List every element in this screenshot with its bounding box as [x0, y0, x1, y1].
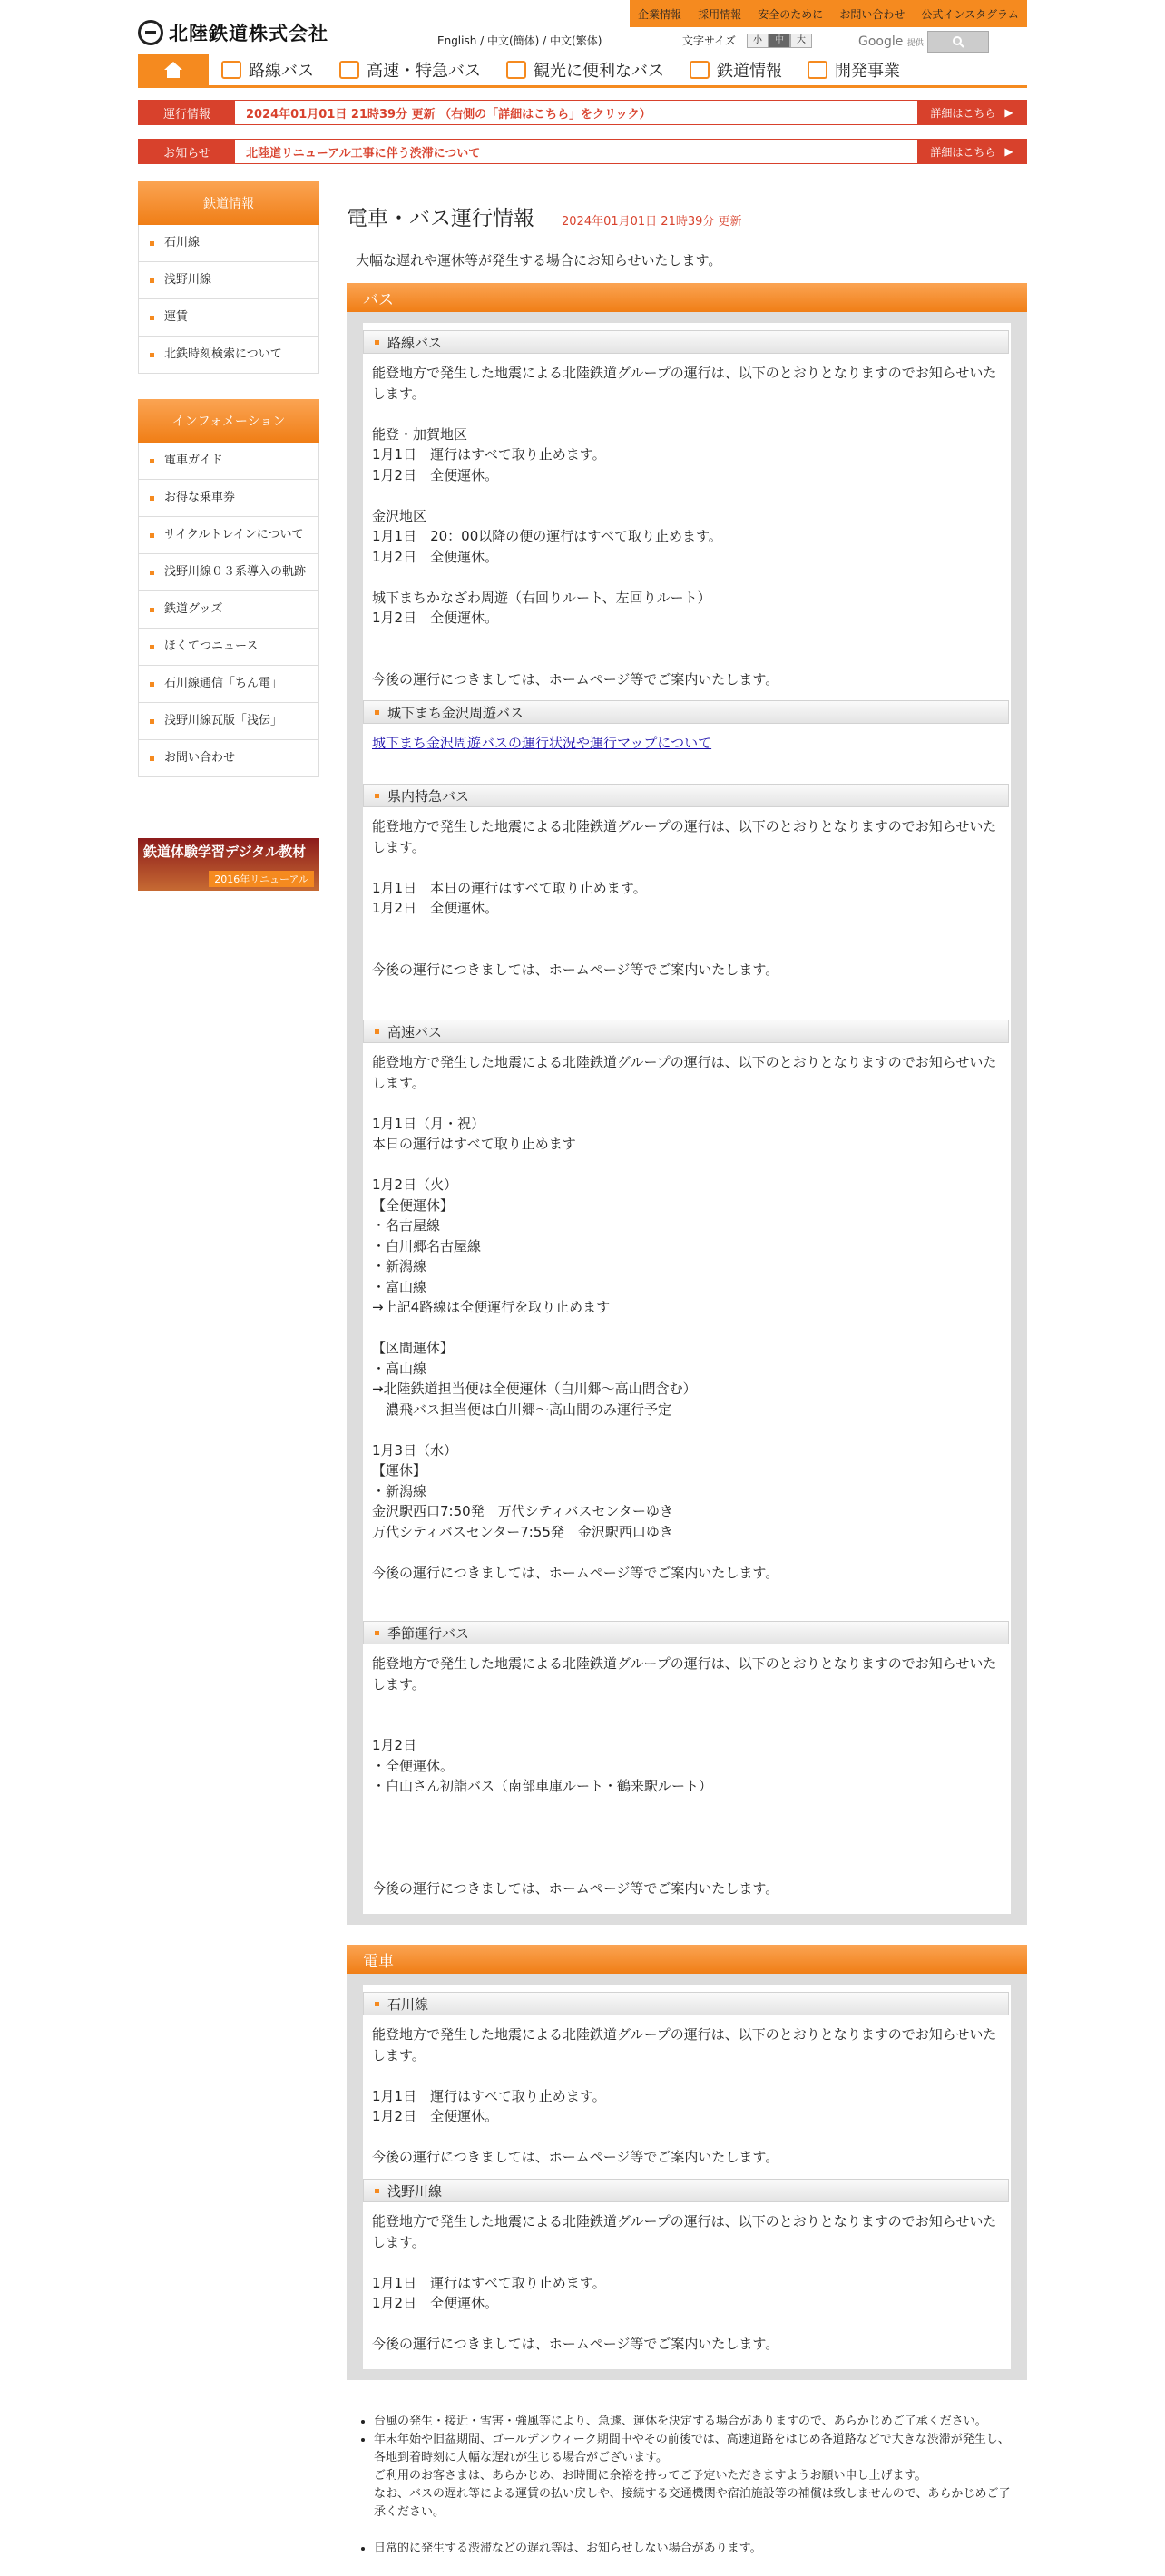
section-text: 能登地方で発生した地震による北陸鉄道グループの運行は、以下のとおりとなりますのでお知らせいたします。 1月1日 本日の運行はすべて取り止めます。 1月2日 全便運休。 今後の運行につきましては、ホームページ等でご案内いたします。	[372, 818, 997, 978]
banner-title: 鉄道体験学習デジタル教材	[143, 844, 307, 860]
search-input[interactable]: Google 提供	[858, 34, 924, 49]
nav-development[interactable]: 開発事業	[808, 58, 900, 82]
sidebar-railway-heading: 鉄道情報	[138, 181, 319, 225]
arrow-right-icon: ▶	[1004, 145, 1013, 158]
section-heading: 県内特急バス	[363, 784, 1009, 807]
train-panel-heading: 電車	[347, 1945, 1027, 1974]
arrow-right-icon: ▶	[1004, 106, 1013, 119]
section-seasonal-bus	[363, 1621, 1009, 1898]
section-heading: 季節運行バス	[363, 1621, 1009, 1644]
sidebar-item-ishikawa[interactable]: 石川線	[138, 225, 319, 262]
nav-route-bus[interactable]: 路線バス	[221, 58, 314, 82]
notes	[356, 2413, 1018, 2558]
sidebar-item-asanogawa[interactable]: 浅野川線	[138, 262, 319, 299]
digital-learning-banner[interactable]	[138, 838, 319, 891]
operation-info-message: 2024年01月01日 21時39分 更新 （右側の「詳細はこちら」をクリック）	[246, 107, 651, 122]
site-search	[858, 31, 989, 53]
link-recruit[interactable]: 採用情報	[698, 7, 742, 21]
section-text: 能登地方で発生した地震による北陸鉄道グループの運行は、以下のとおりとなりますのでお知らせいたします。 1月1日（月・祝） 本日の運行はすべて取り止めます 1月2日（火） 【全便運休】 ・名古屋線 ・白川郷名古屋線 ・新潟線 ・富山線 →上記4路線は全便運行を取り止めます 【区間運休】 ・高山線 →北陸鉄道担当便は全便運休（白川郷～高山間含む） 濃飛バス担当便は白川郷～高山間のみ運行予定 1月3日（水） 【運休】 ・新潟線 金沢駅西口7:50発 万代シティバスセンターゆき 万代シティバスセンター7:55発 金沢駅西口ゆき 今後の運行につきましては、ホームページ等でご案内いたします。	[372, 1054, 997, 1581]
section-ishikawa-line	[363, 1992, 1009, 2168]
updated-time: 2024年01月01日 21時39分 更新	[562, 215, 742, 229]
sidebar-item-tickets[interactable]: お得な乗車券	[138, 480, 319, 517]
sidebar-item-chinden[interactable]: 石川線通信「ちん電」	[138, 666, 319, 703]
sidebar-information-heading: インフォメーション	[138, 399, 319, 443]
search-icon	[952, 35, 964, 48]
note-item: • 日常的に発生する渋滞などの遅れ等は、お知らせしない場合があります。	[374, 2540, 1018, 2558]
sidebar-railway	[138, 181, 319, 374]
bus-panel	[347, 283, 1027, 1925]
font-size-label: 文字サイズ	[682, 34, 737, 47]
sidebar-item-train-guide[interactable]: 電車ガイド	[138, 443, 319, 480]
train-icon	[690, 61, 710, 79]
link-company-info[interactable]: 企業情報	[638, 7, 682, 21]
notice-tag: お知らせ	[139, 140, 235, 163]
font-size-large[interactable]: 大	[790, 34, 812, 48]
sidebar-item-fare[interactable]: 運賃	[138, 299, 319, 337]
link-instagram[interactable]: 公式インスタグラム	[921, 7, 1019, 21]
operation-info-tag: 運行情報	[139, 101, 235, 124]
building-icon	[808, 61, 827, 79]
train-panel	[347, 1945, 1027, 2380]
operation-info-bar	[138, 100, 1027, 125]
nav-highway-bus[interactable]: 高速・特急バス	[339, 58, 481, 82]
link-contact[interactable]: お問い合わせ	[839, 7, 906, 21]
section-text: 能登地方で発生した地震による北陸鉄道グループの運行は、以下のとおりとなりますのでお知らせいたします。 1月1日 運行はすべて取り止めます。 1月2日 全便運休。 今後の運行につきましては、ホームページ等でご案内いたします。	[372, 2026, 997, 2165]
font-size-control	[682, 33, 812, 48]
note-item: • 年末年始や旧盆期間、ゴールデンウィーク期間中やその前後では、高速道路をはじめ各道路などで大きな渋滞が発生し、各地到着時刻に大幅な遅れが生じる場合がございます。 ご利用のお客さまは、あらかじめ、お時間に余裕を持ってご予定いただきますようお願い申し上げます。 なお、バスの遅れ等による運賃の払い戻しや、接続する交通機関や宿泊施設等の補償は致しませんので、あらかじめご了承ください。	[374, 2431, 1018, 2522]
notice-bar	[138, 139, 1027, 164]
corporate-links-bar	[630, 0, 1027, 27]
font-size-medium[interactable]: 中	[769, 34, 790, 48]
bus-icon	[339, 61, 359, 79]
note-item: • 台風の発生・接近・雪害・強風等により、急遽、運休を決定する場合がありますので、あらかじめご了承ください。	[374, 2413, 1018, 2431]
home-icon	[162, 60, 184, 80]
section-text: 能登地方で発生した地震による北陸鉄道グループの運行は、以下のとおりとなりますのでお知らせいたします。 能登・加賀地区 1月1日 運行はすべて取り止めます。 1月2日 全便運休。 金沢地区 1月1日 20：00以降の便の運行はすべて取り止めます。 1月2日 全便運休。 城下まちかなざわ周遊（右回りルート、左回りルート） 1月2日 全便運休。 今後の運行につきましては、ホームページ等でご案内いたします。	[372, 365, 997, 688]
sidebar-item-contact[interactable]: お問い合わせ	[138, 740, 319, 777]
banner-badge: 2016年リニューアル	[209, 871, 314, 887]
sidebar-item-03-series[interactable]: 浅野川線０３系導入の軌跡	[138, 554, 319, 591]
bus-panel-heading: バス	[347, 283, 1027, 312]
bus-stop-icon	[221, 61, 241, 79]
section-prefectural-express	[363, 784, 1009, 980]
logo-icon	[138, 20, 163, 45]
section-text: 能登地方で発生した地震による北陸鉄道グループの運行は、以下のとおりとなりますのでお知らせいたします。 1月1日 運行はすべて取り止めます。 1月2日 全便運休。 今後の運行につきましては、ホームページ等でご案内いたします。	[372, 2213, 997, 2352]
nav-railway[interactable]: 鉄道情報	[690, 58, 782, 82]
search-button[interactable]	[927, 31, 989, 53]
font-size-small[interactable]: 小	[747, 34, 769, 48]
sidebar-item-cycle-train[interactable]: サイクルトレインについて	[138, 517, 319, 554]
section-heading: 石川線	[363, 1992, 1009, 2015]
section-route-bus	[363, 330, 1009, 689]
sidebar-item-goods[interactable]: 鉄道グッズ	[138, 591, 319, 629]
global-nav	[138, 54, 1027, 88]
language-links[interactable]: English / 中文(簡体) / 中文(繁体)	[437, 34, 602, 47]
section-asanogawa-line	[363, 2179, 1009, 2355]
page-title-row	[347, 201, 1027, 229]
castle-town-bus-link[interactable]: 城下まち金沢周遊バスの運行状況や運行マップについて	[372, 735, 712, 751]
nav-sightseeing-bus[interactable]: 観光に便利なバス	[506, 58, 664, 82]
sidebar-item-news[interactable]: ほくてつニュース	[138, 629, 319, 666]
sidebar-item-asaden[interactable]: 浅野川線瓦版「浅伝」	[138, 703, 319, 740]
section-highway-bus	[363, 1020, 1009, 1583]
section-heading: 浅野川線	[363, 2179, 1009, 2202]
section-heading: 城下まち金沢周遊バス	[363, 700, 1009, 724]
page-notice: 大幅な遅れや運休等が発生する場合にお知らせいたします。	[356, 252, 722, 268]
home-button[interactable]	[138, 54, 209, 86]
bus-icon	[506, 61, 526, 79]
operation-info-detail-button[interactable]: 詳細はこちら ▶	[917, 101, 1026, 124]
sidebar-item-timetable[interactable]: 北鉄時刻検索について	[138, 337, 319, 374]
link-safety[interactable]: 安全のために	[758, 7, 824, 21]
notice-message[interactable]: 北陸道リニューアル工事に伴う渋滞について	[246, 146, 481, 161]
section-text: 能登地方で発生した地震による北陸鉄道グループの運行は、以下のとおりとなりますのでお知らせいたします。 1月2日 ・全便運休。 ・白山さん初詣バス（南部車庫ルート・鶴来駅ルート） 今後の運行につきましては、ホームページ等でご案内いたします。	[372, 1655, 997, 1897]
logo-text: 北陸鉄道株式会社	[169, 23, 328, 44]
company-logo[interactable]	[138, 16, 328, 49]
sidebar-information	[138, 399, 319, 777]
section-castle-town-bus	[363, 700, 1009, 752]
notice-detail-button[interactable]: 詳細はこちら ▶	[917, 140, 1026, 163]
section-heading: 高速バス	[363, 1020, 1009, 1043]
page-title: 電車・バス運行情報	[347, 207, 534, 230]
section-heading: 路線バス	[363, 330, 1009, 354]
